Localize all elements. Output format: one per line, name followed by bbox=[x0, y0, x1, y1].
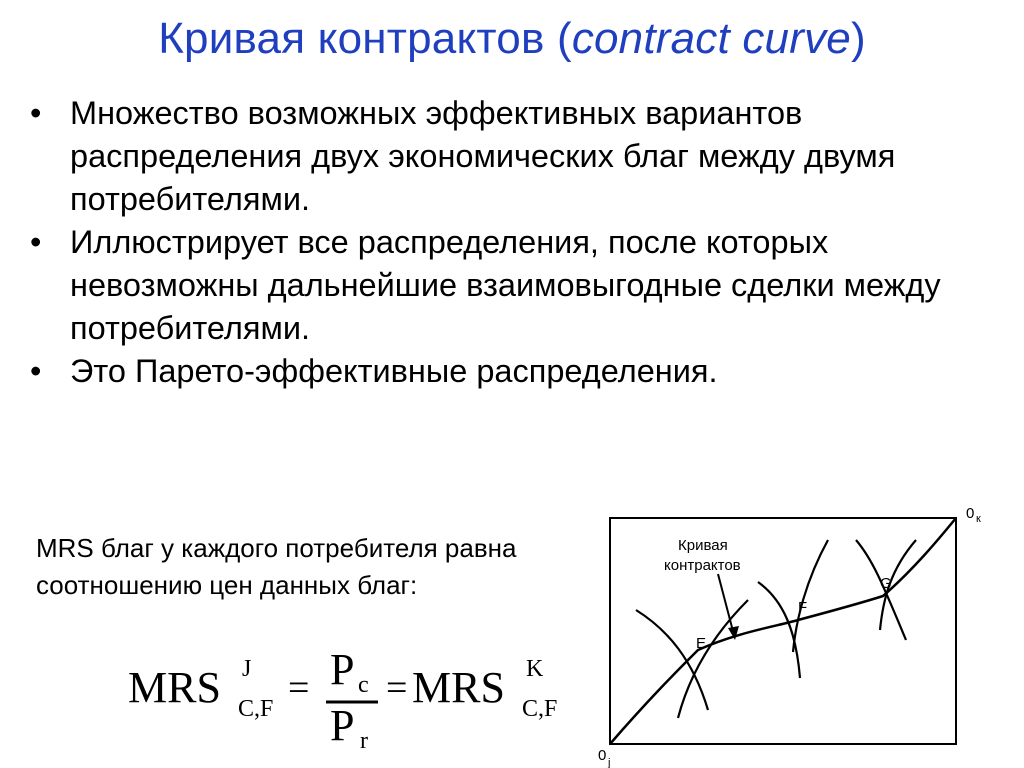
formula-eq2: = bbox=[386, 667, 408, 709]
formula-eq1: = bbox=[288, 667, 310, 709]
curve-label-line1: Кривая bbox=[678, 537, 728, 554]
title-italic: contract curve bbox=[571, 14, 851, 63]
formula-numerator-sub: c bbox=[358, 672, 369, 698]
formula-denominator-sub: r bbox=[360, 728, 368, 752]
point-e-label: E bbox=[696, 635, 707, 652]
title-close: ) bbox=[850, 14, 866, 63]
formula-numerator: P bbox=[330, 645, 355, 694]
formula-rhs: MRS bbox=[412, 663, 505, 712]
point-f-label: F bbox=[798, 599, 808, 616]
formula-rhs-sup: K bbox=[526, 656, 544, 682]
indifference-curve-f2 bbox=[793, 540, 828, 652]
formula-lhs-sup: J bbox=[242, 656, 252, 682]
origin-bottom-label: 0 bbox=[598, 747, 607, 764]
bullet-text: Иллюстрирует все распределения, после которых невозможны дальнейшие взаимовыгодные сделки между потребителями. bbox=[70, 224, 941, 346]
origin-top-label: 0 bbox=[966, 505, 975, 522]
bullet-list bbox=[30, 92, 1000, 393]
formula-lhs: MRS bbox=[128, 663, 221, 712]
origin-bottom-sub: j bbox=[608, 757, 611, 768]
bullet-dot: • bbox=[30, 224, 42, 260]
formula-lhs-sub: C,F bbox=[238, 696, 274, 722]
formula-rhs-sub: C,F bbox=[522, 696, 558, 722]
mrs-description: MRS благ у каждого потребителя равна соотношению цен данных благ: bbox=[36, 533, 517, 600]
formula-denominator: P bbox=[330, 701, 355, 750]
bullet-text: Множество возможных эффективных вариантов распределения двух экономических благ между двумя потребителями. bbox=[70, 95, 896, 217]
indifference-curve-f1 bbox=[758, 582, 800, 678]
bullet-dot: • bbox=[30, 353, 42, 389]
slide-title bbox=[0, 14, 1024, 64]
curve-label-line2: контрактов bbox=[664, 557, 741, 574]
bullet-item bbox=[30, 350, 1000, 393]
bullet-dot: • bbox=[30, 95, 42, 131]
bullet-text: Это Парето-эффективные распределения. bbox=[70, 353, 718, 389]
title-main: Кривая контрактов ( bbox=[158, 14, 572, 63]
bullet-item bbox=[30, 221, 1000, 350]
origin-top-sub: к bbox=[976, 513, 981, 525]
mrs-formula bbox=[128, 640, 568, 752]
point-g-label: G bbox=[880, 575, 892, 592]
edgeworth-box-diagram bbox=[598, 500, 1024, 768]
bullet-item bbox=[30, 92, 1000, 221]
indifference-curve-e1 bbox=[636, 610, 708, 710]
